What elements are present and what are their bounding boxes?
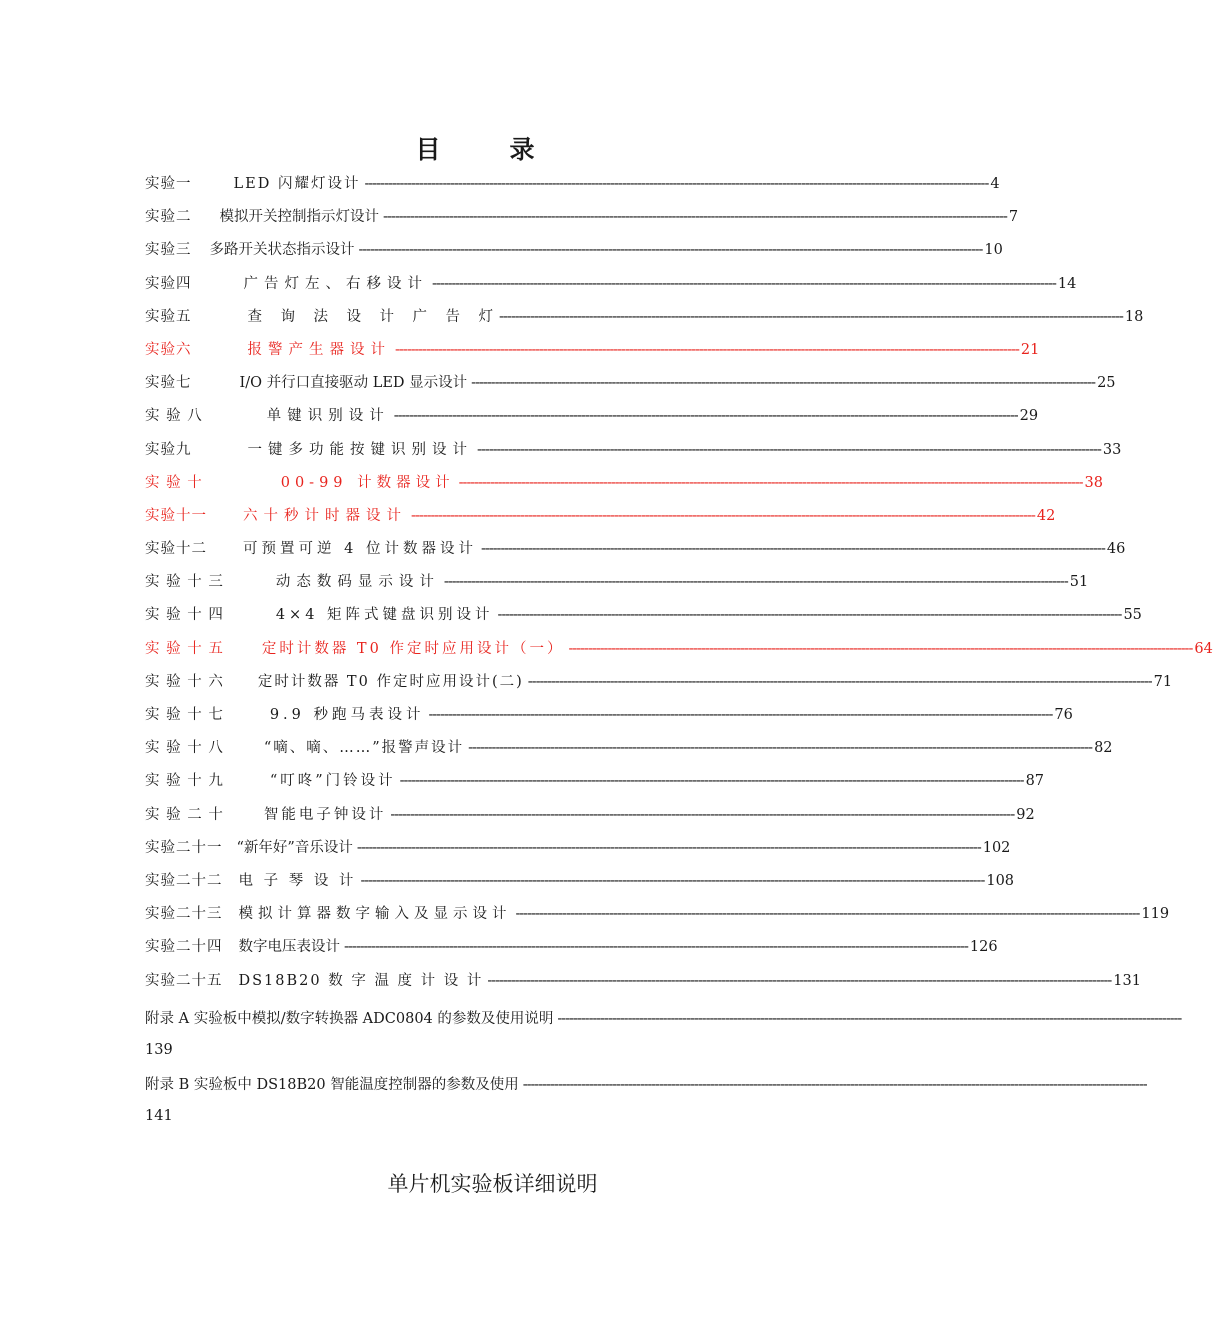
appendix-b [145, 1073, 1147, 1124]
toc-entry-page: 126 [969, 939, 998, 956]
toc-entry-page: 119 [1141, 906, 1170, 923]
toc-entry [145, 803, 1035, 836]
toc-entry [145, 603, 1142, 636]
toc-entry-leader: ---------------------------------------------------------------------------------------------------------------------------------------------------------------- [383, 209, 1007, 226]
toc-entry-title: 数字电压表设计 [238, 939, 340, 956]
toc-entry-title: 报警产生器设计 [247, 341, 391, 358]
toc-entry-title: 定时计数器 T0 作定时应用设计(二) [257, 673, 524, 690]
toc-entry-label: 实 验 十 [145, 474, 203, 491]
toc-entry-title: 4×4 矩阵式键盘识别设计 [275, 607, 494, 624]
toc-entry-label: 实 验 十 五 [145, 640, 224, 657]
toc-entry-title: 广告灯左、右移设计 [243, 275, 428, 292]
toc-entry-leader: ---------------------------------------------------------------------------------------------------------------------------------------------------------------- [443, 574, 1068, 591]
toc-entry-page: 108 [986, 872, 1015, 889]
toc-entry-title: I/O 并行口直接驱动 LED 显示设计 [239, 375, 468, 392]
toc-entry [145, 404, 1039, 437]
toc-entry-label: 实验四 [145, 275, 192, 292]
toc-entry-title: 电 子 琴 设 计 [238, 872, 357, 889]
toc-entry-title: 智能电子钟设计 [263, 806, 387, 823]
appendix-a [145, 1007, 1182, 1058]
toc-entry-leader: ---------------------------------------------------------------------------------------------------------------------------------------------------------------- [395, 341, 1019, 358]
toc-entry-title: 00-99 计数器设计 [280, 474, 455, 491]
toc-entry-page: 25 [1097, 375, 1116, 392]
toc-entry-label: 实验二 [145, 209, 192, 226]
toc-entry-label: 实验七 [145, 375, 192, 392]
toc-entry-label: 实验三 [145, 242, 192, 259]
toc-entry-page: 87 [1025, 773, 1045, 790]
toc-entry [145, 570, 1089, 603]
toc-entry-page: 38 [1084, 474, 1103, 491]
toc-entry-title: 单键识别设计 [266, 408, 390, 425]
toc-entry-label: 实验二十三 [145, 906, 223, 923]
toc-entry-label: 实 验 八 [145, 408, 203, 425]
toc-entry-leader: ---------------------------------------------------------------------------------------------------------------------------------------------------------------- [458, 474, 1083, 491]
toc-title: 目 录 [415, 135, 557, 164]
toc-entry-leader: ---------------------------------------------------------------------------------------------------------------------------------------------------------------- [487, 972, 1112, 989]
toc-entry-label: 实 验 十 九 [145, 773, 224, 790]
toc-entry-title: 9.9 秒跑马表设计 [269, 707, 425, 723]
toc-entry-page: 76 [1054, 707, 1073, 723]
toc-entry-title: 模拟计算器数字输入及显示设计 [238, 906, 512, 923]
toc-entry-leader: ---------------------------------------------------------------------------------------------------------------------------------------------------------------- [480, 541, 1105, 558]
toc-entry-page: 82 [1094, 740, 1113, 757]
section-title: 单片机实验板详细说明 [387, 1172, 598, 1196]
toc-entry-title: 查 询 法 设 计 广 告 灯 [247, 308, 495, 325]
toc-entry-leader: ---------------------------------------------------------------------------------------------------------------------------------------------------------------- [432, 275, 1056, 292]
toc-entry-label: 实 验 二 十 [145, 806, 224, 823]
toc-entry-label: 实 验 十 八 [145, 740, 224, 757]
toc-entry-page: 51 [1069, 574, 1089, 591]
toc-entry-leader: ---------------------------------------------------------------------------------------------------------------------------------------------------------------- [344, 939, 968, 956]
toc-entry-title: 多路开关状态指示设计 [209, 242, 355, 259]
toc-entry-page: 42 [1036, 507, 1056, 524]
toc-entry-page: 14 [1057, 275, 1077, 292]
toc-entry-label: 实验九 [145, 441, 192, 458]
toc-entry-page: 29 [1019, 408, 1039, 425]
toc-entry-page: 33 [1102, 441, 1122, 458]
toc-entry-page: 55 [1123, 607, 1142, 624]
toc-entry-title: 可预置可逆 4 位计数器设计 [243, 541, 477, 558]
toc-entry [145, 272, 1077, 305]
appendix-a-leader: ---------------------------------------------------------------------------------------------------------------------------------------------------------------- [557, 1011, 1182, 1027]
toc-entry-label: 实验十一 [145, 507, 207, 524]
toc-entry [145, 902, 1170, 935]
toc-entry-label: 实验六 [145, 341, 192, 358]
toc-entry-title: DS18B20 数 字 温 度 计 设 计 [238, 972, 484, 989]
toc-entry [145, 205, 1019, 238]
toc-entry-leader: ---------------------------------------------------------------------------------------------------------------------------------------------------------------- [364, 176, 989, 192]
toc-entry-page: 131 [1113, 972, 1141, 989]
toc-entry-page: 18 [1124, 308, 1144, 325]
toc-entry-leader: ---------------------------------------------------------------------------------------------------------------------------------------------------------------- [356, 839, 981, 856]
appendix-b-leader: ---------------------------------------------------------------------------------------------------------------------------------------------------------------- [522, 1077, 1147, 1093]
toc-entry [145, 703, 1073, 736]
toc-entry [145, 504, 1056, 537]
toc-entry-leader: ---------------------------------------------------------------------------------------------------------------------------------------------------------------- [497, 607, 1122, 624]
toc-entry-label: 实验二十五 [145, 972, 223, 989]
toc-entry [145, 471, 1103, 504]
toc-entry-leader: ---------------------------------------------------------------------------------------------------------------------------------------------------------------- [428, 707, 1053, 723]
toc-entry-page: 7 [1008, 209, 1019, 226]
toc-entry [145, 305, 1144, 338]
toc-entry-label: 实 验 十 六 [145, 673, 224, 690]
toc-entry [145, 869, 1015, 902]
toc-entry-label: 实 验 十 三 [145, 574, 224, 591]
toc-entry [145, 338, 1040, 371]
toc-entry [145, 537, 1126, 570]
toc-entry [145, 172, 1000, 205]
toc-entry [145, 736, 1113, 769]
toc-entry-label: 实验五 [145, 308, 192, 325]
toc-entry-title: LED 闪耀灯设计 [233, 176, 361, 192]
toc-entry [145, 371, 1116, 404]
toc-entry-label: 实 验 十 七 [145, 707, 224, 723]
toc-entry-label: 实验二十一 [145, 839, 223, 856]
toc-list [145, 172, 1213, 1002]
toc-entry-leader: ---------------------------------------------------------------------------------------------------------------------------------------------------------------- [411, 507, 1035, 524]
toc-entry-leader: ---------------------------------------------------------------------------------------------------------------------------------------------------------------- [477, 441, 1101, 458]
toc-entry-page: 71 [1153, 673, 1173, 690]
toc-entry-leader: ---------------------------------------------------------------------------------------------------------------------------------------------------------------- [468, 740, 1093, 757]
toc-entry-page: 64 [1194, 640, 1213, 657]
toc-entry-leader: ---------------------------------------------------------------------------------------------------------------------------------------------------------------- [568, 640, 1193, 657]
toc-entry-leader: ---------------------------------------------------------------------------------------------------------------------------------------------------------------- [399, 773, 1024, 790]
toc-entry-label: 实验二十二 [145, 872, 223, 889]
toc-entry-title: 一键多功能按键识别设计 [247, 441, 473, 458]
toc-entry-leader: ---------------------------------------------------------------------------------------------------------------------------------------------------------------- [360, 872, 985, 889]
toc-entry-title: 定时计数器 T0 作定时应用设计（一） [261, 640, 565, 657]
toc-entry-leader: ---------------------------------------------------------------------------------------------------------------------------------------------------------------- [499, 308, 1123, 325]
toc-entry-page: 92 [1016, 806, 1035, 823]
toc-entry-leader: ---------------------------------------------------------------------------------------------------------------------------------------------------------------- [393, 408, 1018, 425]
toc-entry-label: 实验一 [145, 176, 192, 192]
toc-entry [145, 438, 1122, 471]
appendix-b-page: 141 [145, 1108, 173, 1124]
toc-entry-leader: ---------------------------------------------------------------------------------------------------------------------------------------------------------------- [471, 375, 1096, 392]
toc-entry-page: 46 [1106, 541, 1126, 558]
appendix-a-title: 附录 A 实验板中模拟/数字转换器 ADC0804 的参数及使用说明 [145, 1011, 554, 1027]
toc-entry-title: 模拟开关控制指示灯设计 [219, 209, 379, 226]
toc-entry [145, 670, 1173, 703]
toc-entry-page: 102 [982, 839, 1011, 856]
toc-entry-title: “嘀、嘀、……”报警声设计 [263, 740, 465, 757]
appendix-a-page: 139 [145, 1042, 173, 1058]
toc-entry [145, 969, 1141, 1002]
appendix-b-title: 附录 B 实验板中 DS18B20 智能温度控制器的参数及使用 [145, 1077, 519, 1093]
toc-entry-page: 4 [990, 176, 1000, 192]
toc-entry [145, 769, 1045, 802]
toc-entry [145, 935, 998, 968]
toc-entry-page: 21 [1020, 341, 1040, 358]
toc-entry-label: 实验十二 [145, 541, 207, 558]
toc-entry-title: “叮咚”门铃设计 [269, 773, 396, 790]
toc-entry-leader: ---------------------------------------------------------------------------------------------------------------------------------------------------------------- [515, 906, 1140, 923]
toc-entry-title: 动态数码显示设计 [275, 574, 440, 591]
toc-entry [145, 637, 1213, 670]
toc-entry-page: 10 [984, 242, 1003, 259]
toc-entry-leader: ---------------------------------------------------------------------------------------------------------------------------------------------------------------- [527, 673, 1152, 690]
toc-entry-leader: ---------------------------------------------------------------------------------------------------------------------------------------------------------------- [390, 806, 1015, 823]
toc-entry-label: 实 验 十 四 [145, 607, 224, 624]
toc-entry-label: 实验二十四 [145, 939, 223, 956]
toc-entry-title: 六十秒计时器设计 [243, 507, 407, 524]
toc-entry-title: “新年好”音乐设计 [236, 839, 353, 856]
toc-entry-leader: ---------------------------------------------------------------------------------------------------------------------------------------------------------------- [358, 242, 983, 259]
toc-entry [145, 238, 1003, 271]
toc-entry [145, 836, 1011, 869]
